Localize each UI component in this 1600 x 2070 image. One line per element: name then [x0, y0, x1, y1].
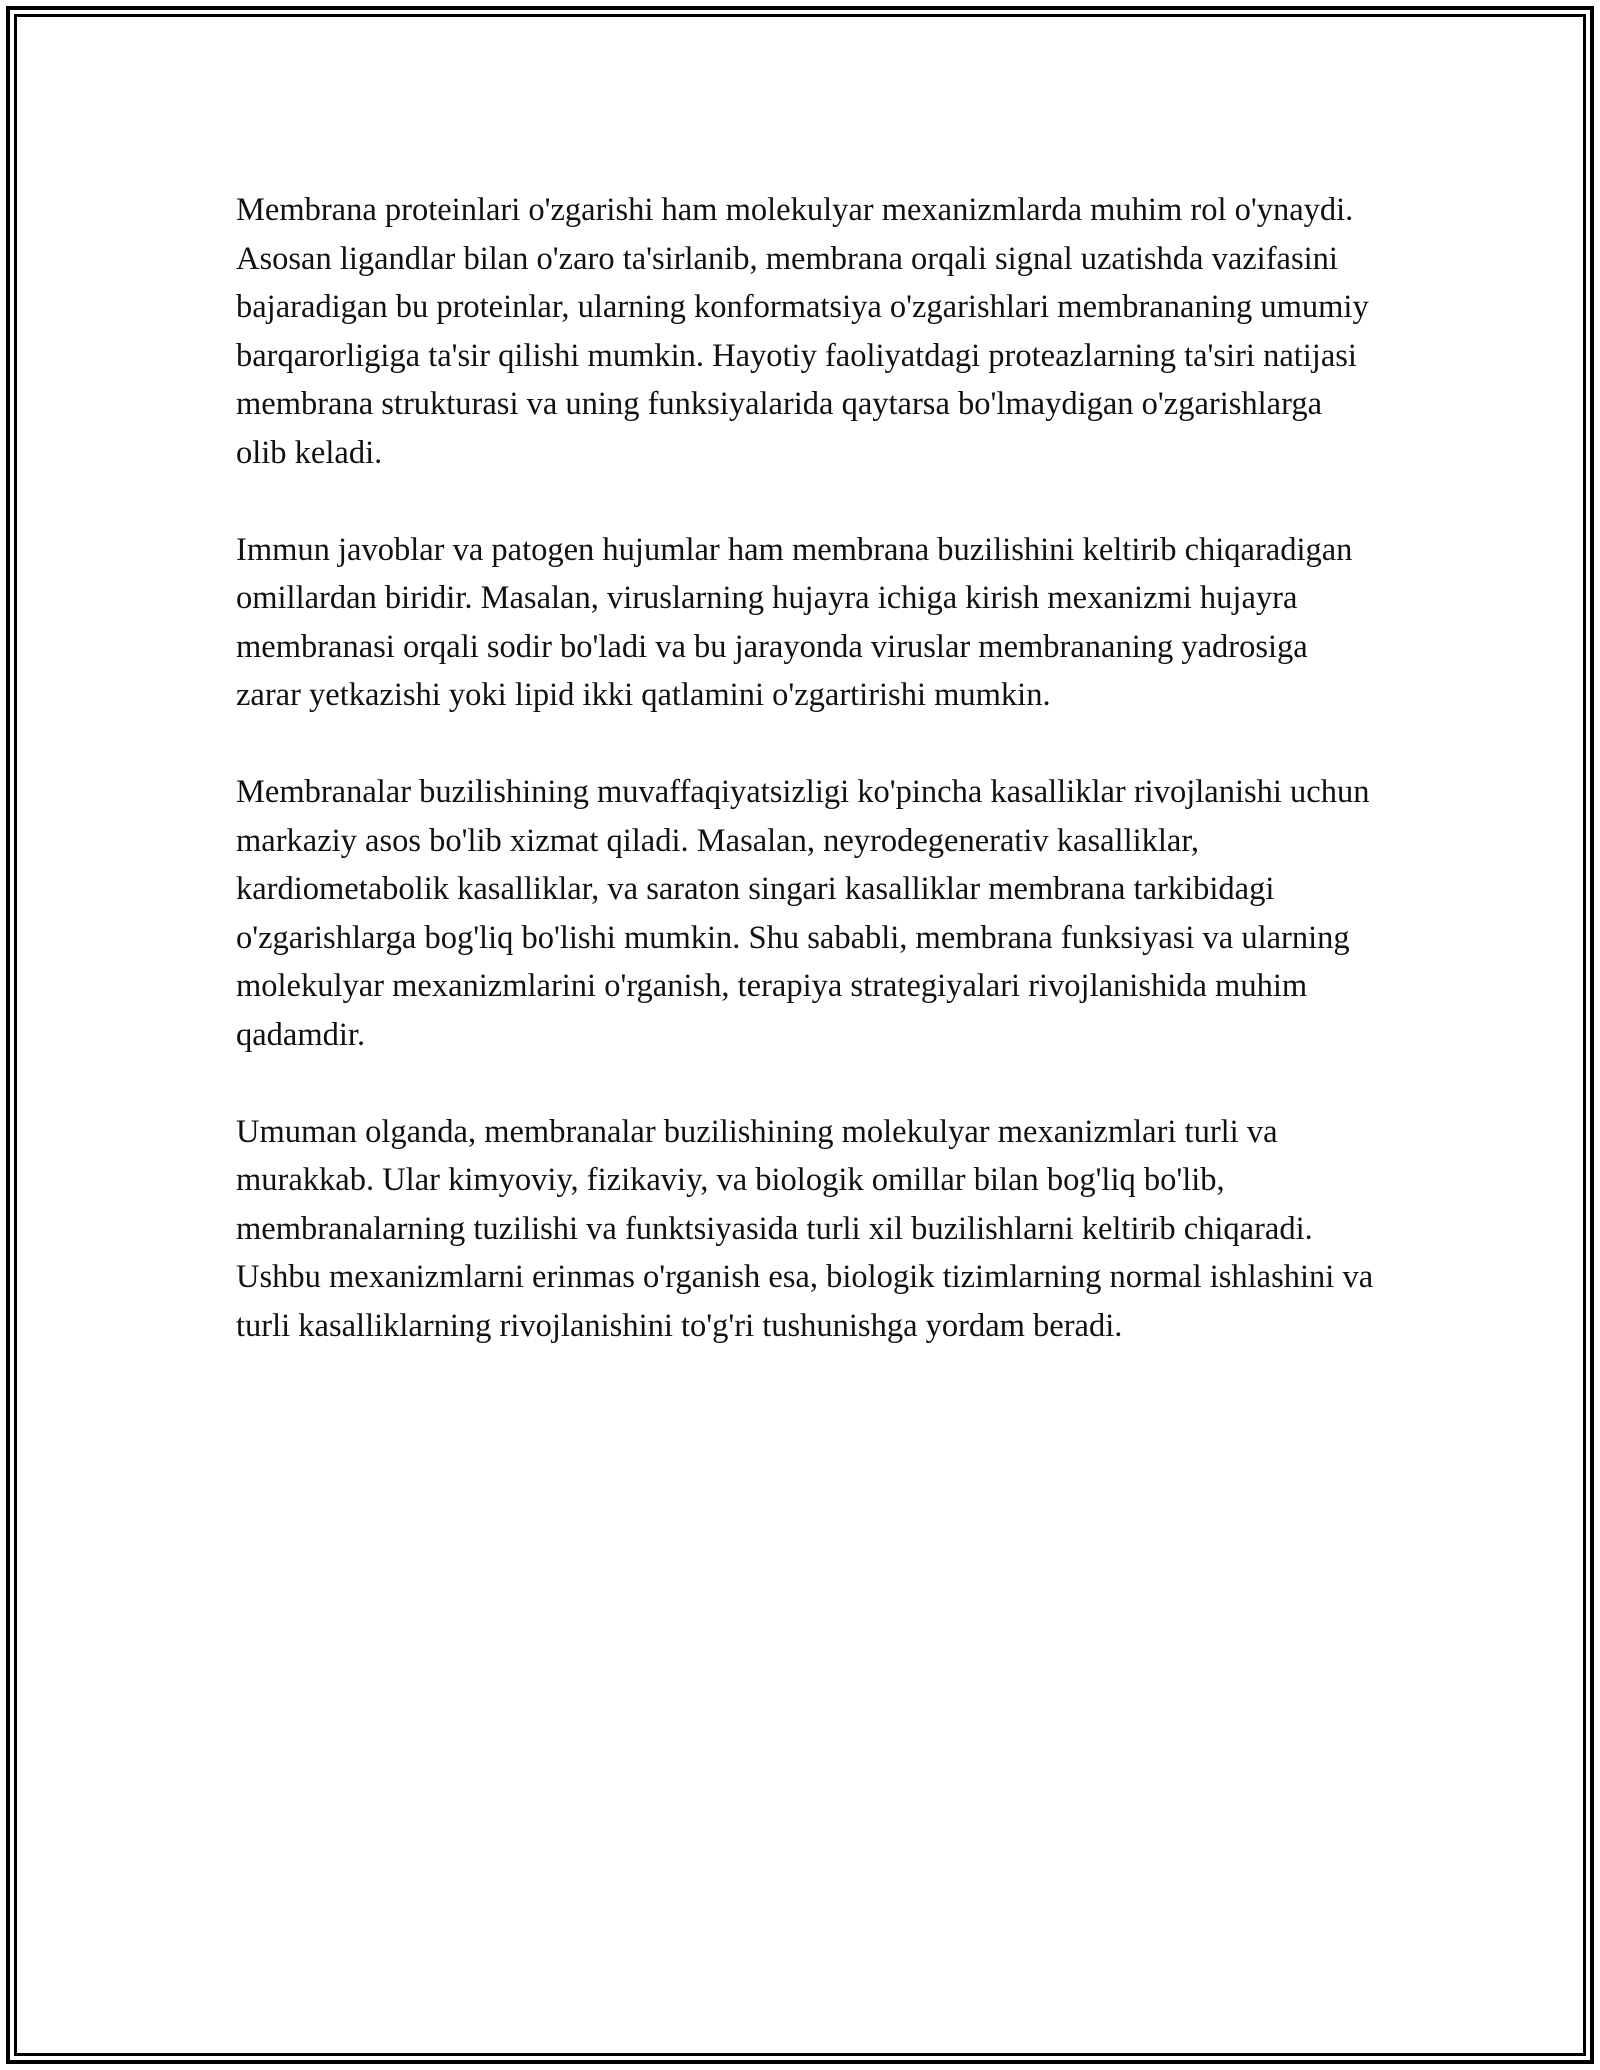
paragraph-membrane-proteins: Membrana proteinlari o'zgarishi ham molekulyar mexanizmlarda muhim rol o'ynaydi. Asosan ligandlar bilan o'zaro ta'sirlanib, membrana orqali signal uzatishda vazifasini bajaradigan bu proteinlar, ularning konformatsiya o'zgarishlari membrananing umumiy barqarorligiga ta'sir qilishi mumkin. Hayotiy faoliyatdagi proteazlarning ta'siri natijasi membrana strukturasi va uning funksiyalarida qaytarsa bo'lmaydigan o'zgarishlarga olib keladi. [236, 192, 1369, 471]
paragraph-conclusion: Umuman olganda, membranalar buzilishining molekulyar mexanizmlari turli va murakkab. Ular kimyoviy, fizikaviy, va biologik omillar bilan bog'liq bo'lib, membranalarning tuzilishi va funktsiyasida turli xil buzilishlarni keltirib chiqaradi. Ushbu mexanizmlarni erinmas o'rganish esa, biologik tizimlarning normal ishlashini va turli kasalliklarning rivojlanishini to'g'ri tushunishga yordam beradi. [236, 1113, 1374, 1344]
paragraph-immune-responses: Immun javoblar va patogen hujumlar ham membrana buzilishini keltirib chiqaradigan omillardan biridir. Masalan, viruslarning hujayra ichiga kirish mexanizmi hujayra membranasi orqali sodir bo'ladi va bu jarayonda viruslar membrananing yadrosiga zarar yetkazishi yoki lipid ikki qatlamini o'zgartirishi mumkin. [236, 531, 1353, 713]
paragraph-disease-development: Membranalar buzilishining muvaffaqiyatsizligi ko'pincha kasalliklar rivojlanishi uchun markaziy asos bo'lib xizmat qiladi. Masalan, neyrodegenerativ kasalliklar, kardiometabolik kasalliklar, va saraton singari kasalliklar membrana tarkibidagi o'zgarishlarga bog'liq bo'lishi mumkin. Shu sababli, membrana funksiyasi va ularning molekulyar mexanizmlarini o'rganish, terapiya strategiyalari rivojlanishida muhim qadamdir. [236, 774, 1370, 1053]
document-body [236, 186, 1376, 1399]
